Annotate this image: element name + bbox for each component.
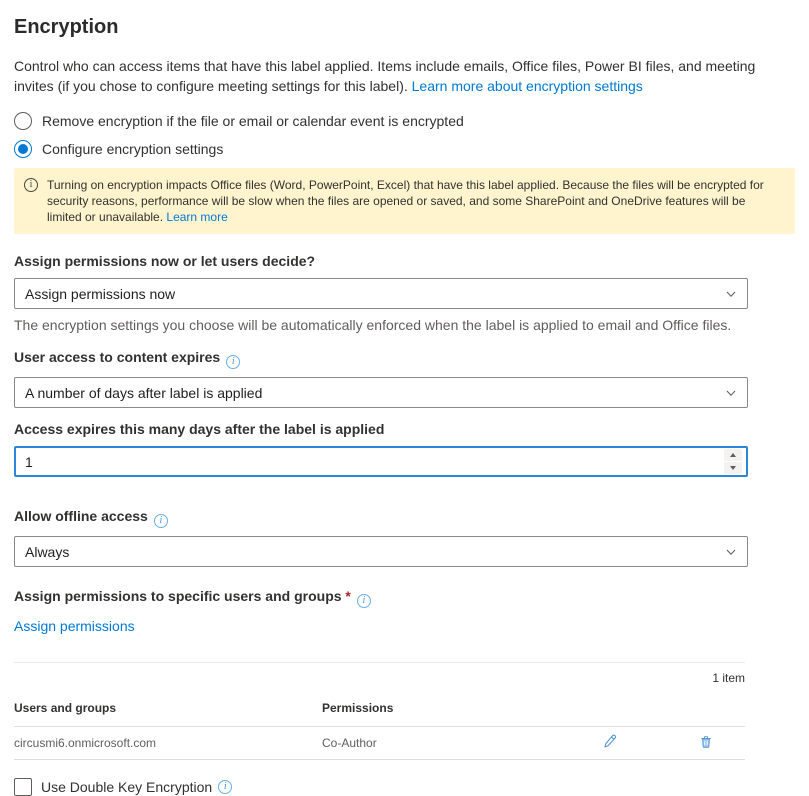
assign-permissions-label-row: [14, 587, 795, 608]
dke-label: Use Double Key Encryption: [41, 779, 213, 795]
encryption-warning-banner: [14, 168, 795, 234]
down-arrow-icon: [730, 466, 736, 470]
spinner-up-button[interactable]: [724, 449, 742, 461]
access-expires-label-row: [14, 348, 795, 369]
spinner-down-button[interactable]: [724, 462, 742, 474]
radio-configure-encryption[interactable]: [14, 138, 795, 160]
radio-configure-encryption-label: Configure encryption settings: [42, 141, 224, 157]
chevron-down-icon: [725, 387, 737, 399]
assign-permissions-label: Assign permissions to specific users and groups: [14, 588, 346, 604]
pencil-icon: [601, 733, 618, 753]
row-user-value: circusmi6.onmicrosoft.com: [14, 736, 157, 750]
radio-remove-encryption[interactable]: [14, 110, 795, 132]
up-arrow-icon: [730, 453, 736, 457]
offline-access-info-icon[interactable]: [154, 514, 168, 528]
page-description: [14, 56, 762, 96]
row-permission-value: Co-Author: [322, 736, 377, 750]
delete-permission-button[interactable]: [696, 731, 716, 755]
radio-unselected-icon: [14, 112, 32, 130]
access-expires-label: User access to content expires: [14, 349, 221, 365]
access-expires-dropdown-value: A number of days after label is applied: [25, 384, 263, 401]
dke-info-icon[interactable]: [218, 780, 232, 794]
table-header-row: [14, 701, 745, 727]
warning-banner-text: Turning on encryption impacts Office files (Word, PowerPoint, Excel) that have this label applied. Because the files will be encrypted for security reasons, performance will be slow when the files are opened or saved, and some SharePoint and OneDrive features will be limited or unavailable.: [47, 178, 764, 224]
banner-learn-more-link[interactable]: Learn more: [166, 210, 228, 224]
warning-banner-text-block: [47, 177, 781, 225]
radio-selected-icon: [14, 140, 32, 158]
dke-checkbox-row[interactable]: [14, 778, 795, 796]
encryption-mode-radio-group: [14, 110, 795, 160]
column-header-edit: [552, 701, 667, 715]
divider: [14, 662, 745, 663]
assign-permissions-info-icon[interactable]: [357, 594, 371, 608]
page-description-text: Control who can access items that have this label applied. Items include emails, Office files, Power BI files, and meeting invites (if you chose to configure meeting settings for this label).: [14, 58, 756, 94]
learn-more-encryption-link[interactable]: Learn more about encryption settings: [411, 78, 643, 94]
expire-days-input-wrap: [14, 446, 748, 477]
radio-remove-encryption-label: Remove encryption if the file or email or calendar event is encrypted: [42, 113, 464, 129]
item-count: 1 item: [712, 671, 745, 685]
table-row[interactable]: [14, 727, 745, 760]
edit-permission-button[interactable]: [599, 731, 620, 755]
expire-days-label: Access expires this many days after the label is applied: [14, 421, 385, 437]
column-header-delete: [667, 701, 745, 715]
checkbox-unchecked-icon[interactable]: [14, 778, 32, 796]
access-expires-info-icon[interactable]: [226, 355, 240, 369]
assign-mode-dropdown-value: Assign permissions now: [25, 285, 176, 302]
expire-days-spinner: [724, 448, 746, 475]
chevron-down-icon: [725, 288, 737, 300]
assign-mode-help-text: The encryption settings you choose will be automatically enforced when the label is applied to email and Office files.: [14, 317, 732, 333]
access-expires-dropdown[interactable]: [14, 377, 748, 408]
expire-days-input[interactable]: [16, 448, 724, 475]
assign-mode-dropdown[interactable]: [14, 278, 748, 309]
required-asterisk: *: [345, 588, 351, 604]
assign-permissions-link[interactable]: Assign permissions: [14, 618, 135, 634]
trash-icon: [698, 733, 714, 753]
column-header-users[interactable]: Users and groups: [14, 701, 117, 715]
offline-access-label: Allow offline access: [14, 508, 148, 524]
info-icon: [24, 178, 38, 192]
offline-access-dropdown[interactable]: [14, 536, 748, 567]
offline-access-dropdown-value: Always: [25, 543, 70, 560]
column-header-permissions[interactable]: Permissions: [322, 701, 394, 715]
offline-access-label-row: [14, 507, 795, 528]
page-title: Encryption: [14, 16, 119, 38]
assign-mode-label: Assign permissions now or let users decide?: [14, 253, 316, 269]
permissions-table: [14, 701, 745, 760]
chevron-down-icon: [725, 546, 737, 558]
